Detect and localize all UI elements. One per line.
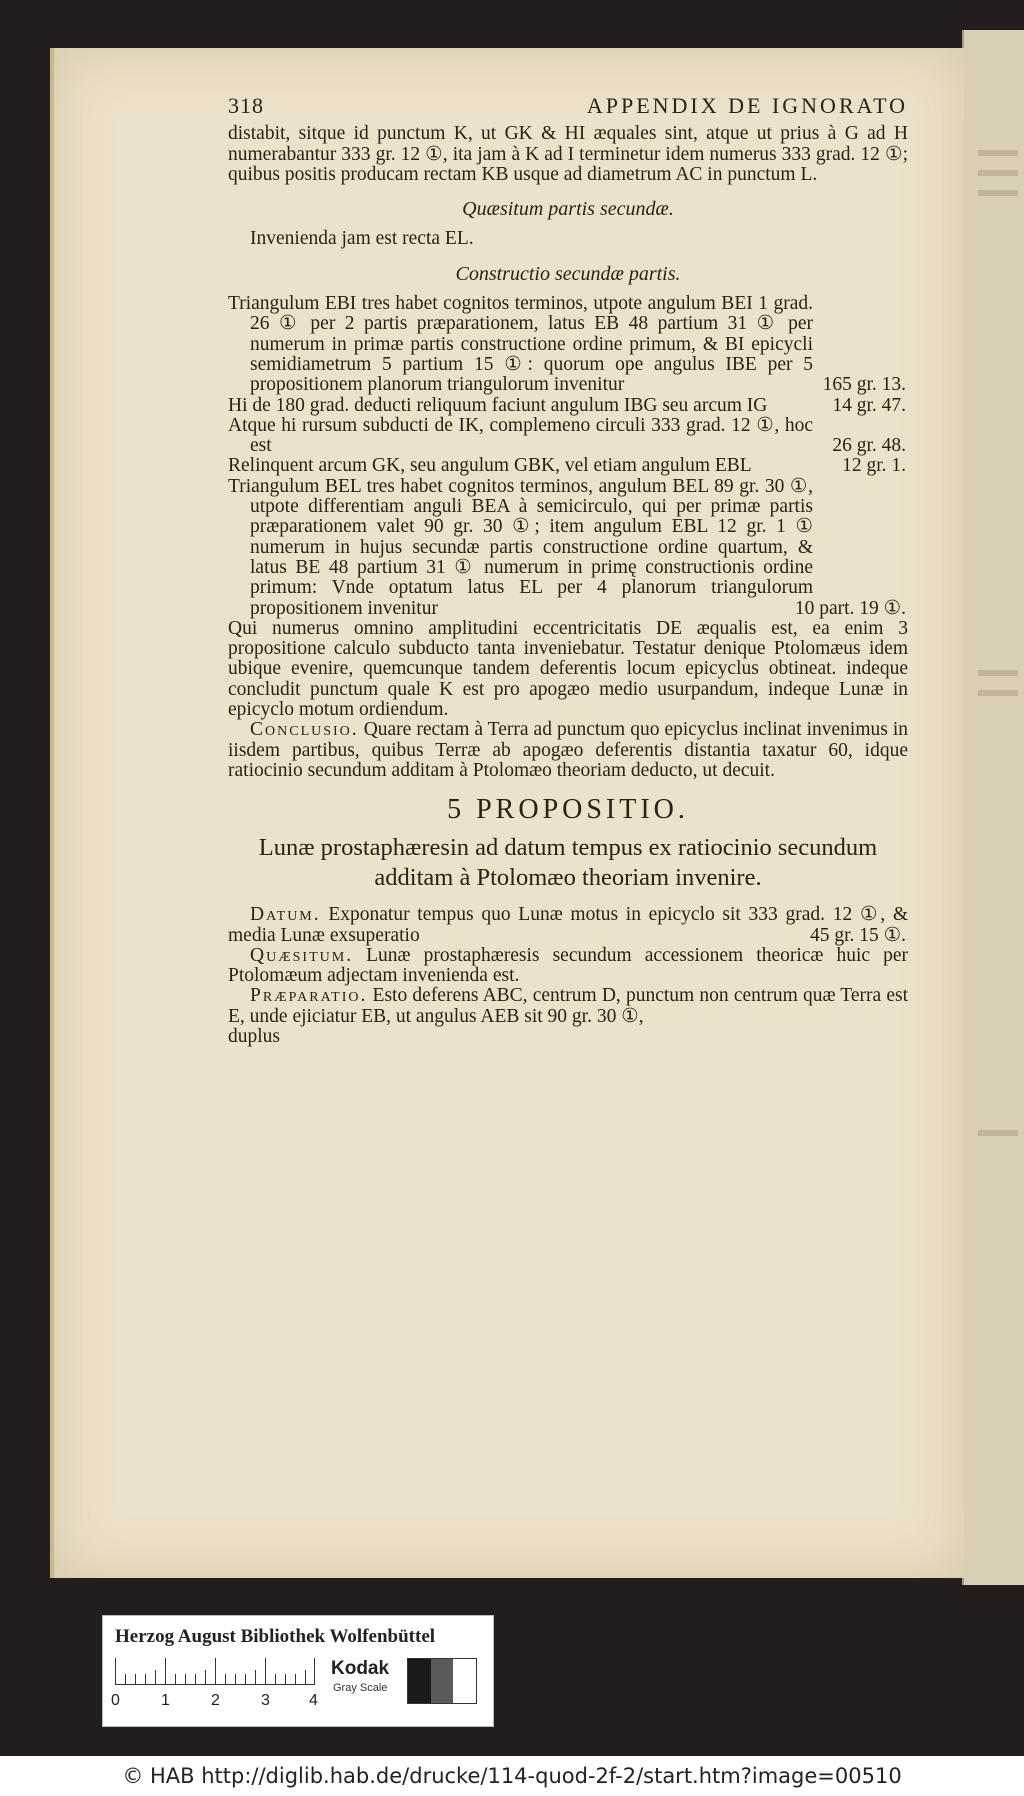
step-value: 12 gr. 1. (842, 455, 906, 477)
construction-step (228, 294, 908, 395)
ruler-scale (115, 1658, 315, 1685)
ruler-label: 4 (309, 1692, 318, 1709)
copyright-footer (0, 1756, 1024, 1796)
running-header (228, 93, 908, 118)
step-value: 14 gr. 47. (832, 394, 906, 416)
opening-paragraph: distabit, sitque id punctum K, ut GK & HI æquales sint, atque ut prius à G ad H numerabantur 333 gr. 12 ①, ita jam à K ad I terminetur idem numerus 333 grad. 12 ①; quibus positis producam rectam KB usque ad diametrum AC in punctum L. (228, 123, 908, 185)
datum-value: 45 gr. 15 ①. (809, 924, 906, 946)
ruler-label: 3 (261, 1692, 270, 1709)
praeparatio-paragraph (228, 986, 908, 1027)
construction-step (228, 416, 908, 457)
construction-step (228, 477, 908, 619)
proposition-title: 5 PROPOSITIO. (447, 794, 689, 826)
page-number: 318 (228, 93, 264, 118)
praeparatio-text: Esto deferens ABC, centrum D, punctum non centrum quæ Terra est E, unde ejiciatur EB, ut angulus AEB sit 90 gr. 30 ①, (228, 985, 908, 1027)
color-scale-card (102, 1615, 494, 1727)
adjacent-page-edge (962, 30, 1024, 1585)
step-text: Triangulum EBI tres habet cognitos terminos, utpote angulum BEI 1 grad. 26 ① per 2 partis præparationem, latus EB 48 partium 31 ① per numerum in primæ partis constructione ordine primum, & BI epicycli semidiametrum 5 partium 15 ①: quorum ope angulus IBE per 5 propositionem planorum triangulorum invenitur (228, 293, 813, 396)
heading-constructio: Constructio secundæ partis. (455, 262, 681, 285)
footer-text: © HAB http://diglib.hab.de/drucke/114-quod-2f-2/start.htm?image=00510 (122, 1764, 902, 1788)
quaesitum-text: Invenienda jam est recta EL. (250, 228, 474, 250)
gray-scale-label: Gray Scale (333, 1682, 388, 1694)
datum-paragraph (228, 905, 908, 946)
ruler-label: 2 (211, 1692, 220, 1709)
step-value: 10 part. 19 ①. (794, 597, 906, 619)
step-text: Atque hi rursum subducti de IK, complemeno circuli 333 grad. 12 ①, hoc est (228, 414, 813, 457)
conclusio-text: Quare rectam à Terra ad punctum quo epicyclus inclinat invenimus in iisdem partibus, quibus Terræ ab apogæo deferentis distantia taxatur 60, idque ratiocinio secundum additam à Ptolomæo theoriam deducto, ut decuit. (228, 719, 909, 781)
construction-step (228, 396, 908, 416)
step-text: Relinquent arcum GK, seu angulum GBK, vel etiam angulum EBL (228, 455, 752, 477)
step-value: 165 gr. 13. (822, 374, 906, 396)
gray-scale-chips (407, 1658, 477, 1704)
ruler-label: 1 (161, 1692, 170, 1709)
qui-paragraph: Qui numerus omnino amplitudini eccentricitatis DE æqualis est, ea enim 3 propositione calculo subducto tanta inveniebatur. Testatur denique Ptolomæus idem ubique evenire, quemcunque tandem deferentis locum epicyclus obtineat. indeque concludit punctum quale K est pro apogæo medio usurpandum, indeque Lunæ in epicyclo motum ordiendum. (228, 617, 908, 721)
library-name: Herzog August Bibliothek Wolfenbüttel (115, 1626, 436, 1647)
datum-text: Exponatur tempus quo Lunæ motus in epicyclo sit 333 grad. 12 ①, & media Lunæ exsuperatio (228, 904, 909, 946)
step-text: Hi de 180 grad. deducti reliquum faciunt angulum IBG seu arcum IG (228, 394, 768, 416)
construction-steps (228, 294, 908, 619)
page-text (228, 93, 909, 1047)
conclusio-paragraph (228, 720, 908, 781)
construction-step (228, 456, 908, 476)
running-head-title: APPENDIX DE IGNORATO (586, 93, 908, 118)
quaesitum2-paragraph (228, 946, 908, 987)
catchword: duplus (228, 1025, 281, 1047)
praeparatio-label: Præparatio. (250, 985, 368, 1007)
step-value: 26 gr. 48. (832, 435, 906, 457)
conclusio-label: Conclusio. (250, 719, 359, 741)
quaesitum2-text: Lunæ prostaphæresis secundum accessionem theoricæ huic per Ptolomæum adjectam invenienda est. (228, 944, 909, 987)
datum-label: Datum. (250, 904, 321, 926)
heading-quaesitum: Quæsitum partis secundæ. (462, 198, 674, 221)
kodak-logo: Kodak (331, 1658, 390, 1679)
step-text: Triangulum BEL tres habet cognitos terminos, angulum BEL 89 gr. 30 ①, utpote differentiam anguli BEA à semicirculo, qui per primæ partis præparationem valet 90 gr. 30 ①; item angulum EBL 12 gr. 1 ① numerum in hujus secundæ partis constructione ordine quartum, & latus BE 48 partium 31 ① numerum in primę constructionis ordine primum: Vnde optatum latus EL per 4 planorum triangulorum propositionem invenitur (228, 475, 813, 619)
quaesitum2-label: Quæsitum. (250, 944, 354, 966)
proposition-statement: Lunæ prostaphæresin ad datum tempus ex ratiocinio secundum additam à Ptolomæo theoriam invenire. (258, 834, 878, 892)
ruler-label: 0 (111, 1692, 120, 1709)
